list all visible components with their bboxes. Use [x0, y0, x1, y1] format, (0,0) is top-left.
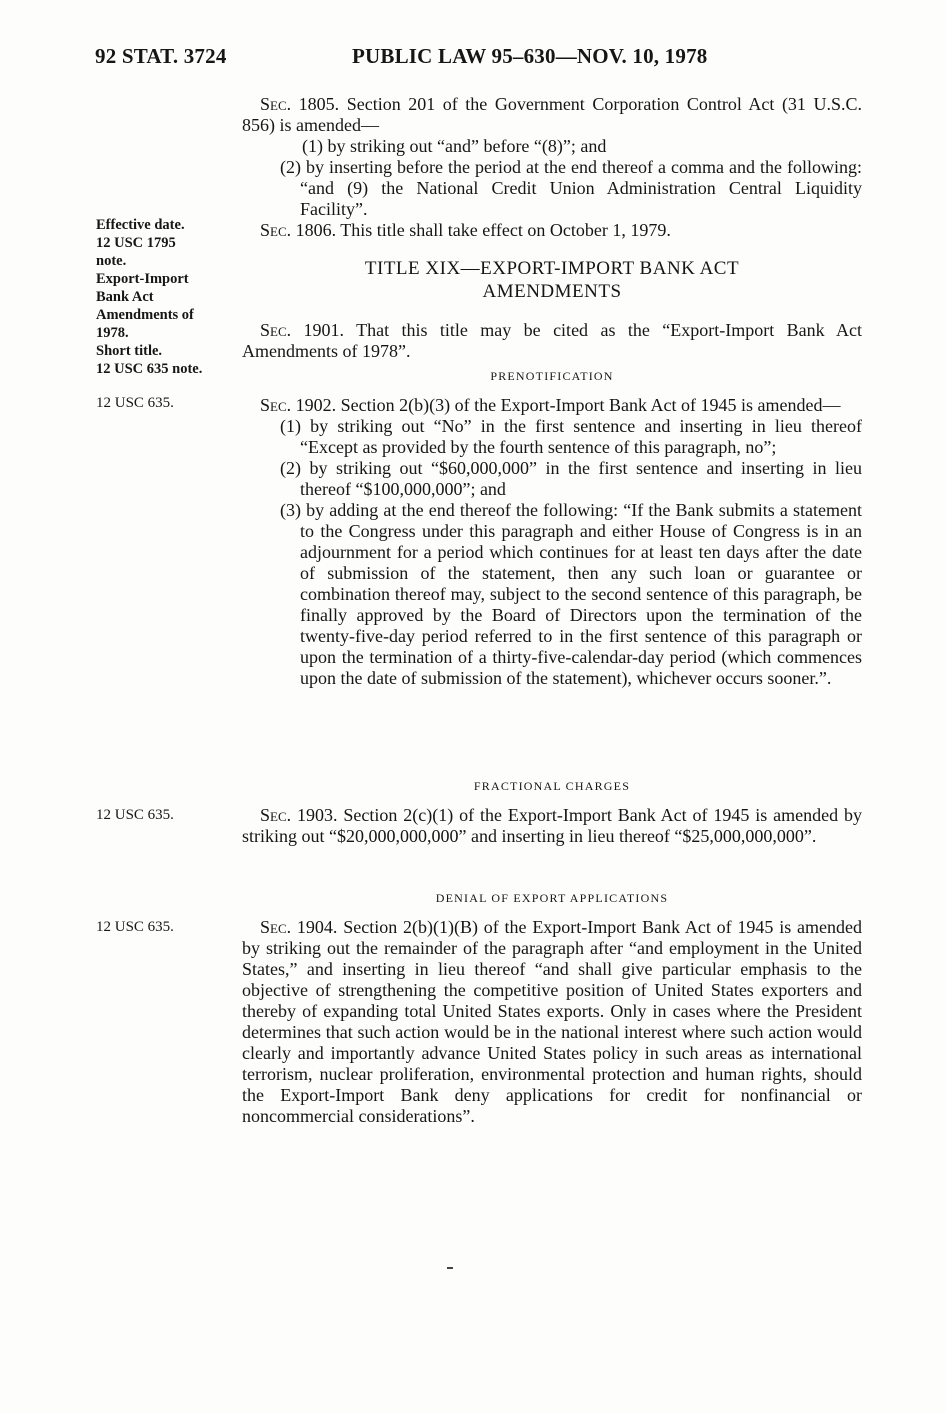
section-1902-item-1: (1) by striking out “No” in the first sentence and inserting in lieu thereof “Except as provided by the fourth sentence of this paragraph, no”;: [280, 416, 862, 457]
heading-denial-of-export-applications: DENIAL OF EXPORT APPLICATIONS: [435, 891, 669, 905]
page-stat-number: 92 STAT. 3724: [95, 44, 227, 68]
heading-fractional-charges: FRACTIONAL CHARGES: [473, 779, 631, 793]
section-1902-item-2: (2) by striking out “$60,000,000” in the first sentence and inserting in lieu thereof “$100,000,000”; and: [280, 458, 862, 499]
page-running-head: PUBLIC LAW 95–630—NOV. 10, 1978: [352, 44, 708, 68]
section-1903-block: [242, 772, 862, 847]
section-1805: Sec. 1805. Section 201 of the Government Corporation Control Act (31 U.S.C. 856) is amended—: [242, 94, 862, 135]
margin-note-usc-635-c: 12 USC 635.: [96, 919, 174, 935]
margin-note-usc-635-a: 12 USC 635.: [96, 395, 174, 411]
title-xix-heading: TITLE XIX—EXPORT-IMPORT BANK ACT AMENDMENTS: [364, 258, 740, 302]
margin-note-usc-635-b: 12 USC 635.: [96, 807, 174, 823]
section-1901: Sec. 1901. That this title may be cited as the “Export-Import Bank Act Amendments of 1978”.: [242, 320, 862, 361]
section-1904-block: [242, 884, 862, 1127]
margin-note-effective-date: Effective date. 12 USC 1795 note. Export-Import Bank Act Amendments of 1978. Short title. 12 USC 635 note.: [96, 217, 203, 377]
section-1805-item-2: (2) by inserting before the period at the end thereof a comma and the following: “and (9) the National Credit Union Administration Central Liquidity Facility”.: [280, 157, 862, 219]
section-1904: Sec. 1904. Section 2(b)(1)(B) of the Export-Import Bank Act of 1945 is amended by striking out the remainder of the paragraph after “and employment in the United States,” and inserting in lieu thereof “and shall give particular emphasis to the objective of strengthening the competitive position of United States exporters and thereby of expanding total United States exports. Only in cases where the President determines that such action would be in the national interest where such action would clearly and importantly advance United States policy in such areas as international terrorism, nuclear proliferation, environmental protection and human rights, should the Export-Import Bank deny applications for credit for nonfinancial or noncommercial considerations”.: [242, 917, 862, 1126]
section-1806: Sec. 1806. This title shall take effect on October 1, 1979.: [260, 220, 671, 240]
section-1902-item-3: (3) by adding at the end thereof the following: “If the Bank submits a statement to the Congress under this paragraph and either House of Congress is in an adjournment for a period which continues for at least ten days after the date of submission of the statement, then any such loan or guarantee or combination thereof may, subject to the second sentence of this paragraph, be finally approved by the Board of Directors upon the termination of the twenty-five-day period referred to in the first sentence of this paragraph or upon the termination of a thirty-five-calendar-day period (which commences upon the date of submission of the statement), whichever occurs sooner.”.: [280, 500, 862, 688]
section-1901-block: [242, 320, 862, 689]
section-1903: Sec. 1903. Section 2(c)(1) of the Export-Import Bank Act of 1945 is amended by striking out “$20,000,000,000” and inserting in lieu thereof “$25,000,000,000”.: [242, 805, 862, 846]
section-1902: Sec. 1902. Section 2(b)(3) of the Export-Import Bank Act of 1945 is amended—: [260, 395, 841, 415]
heading-prenotification: PRENOTIFICATION: [490, 369, 614, 383]
page-end-mark: [447, 1267, 453, 1269]
section-1805-item-1: (1) by striking out “and” before “(8)”; and: [302, 136, 607, 156]
section-1805-block: [242, 94, 862, 241]
